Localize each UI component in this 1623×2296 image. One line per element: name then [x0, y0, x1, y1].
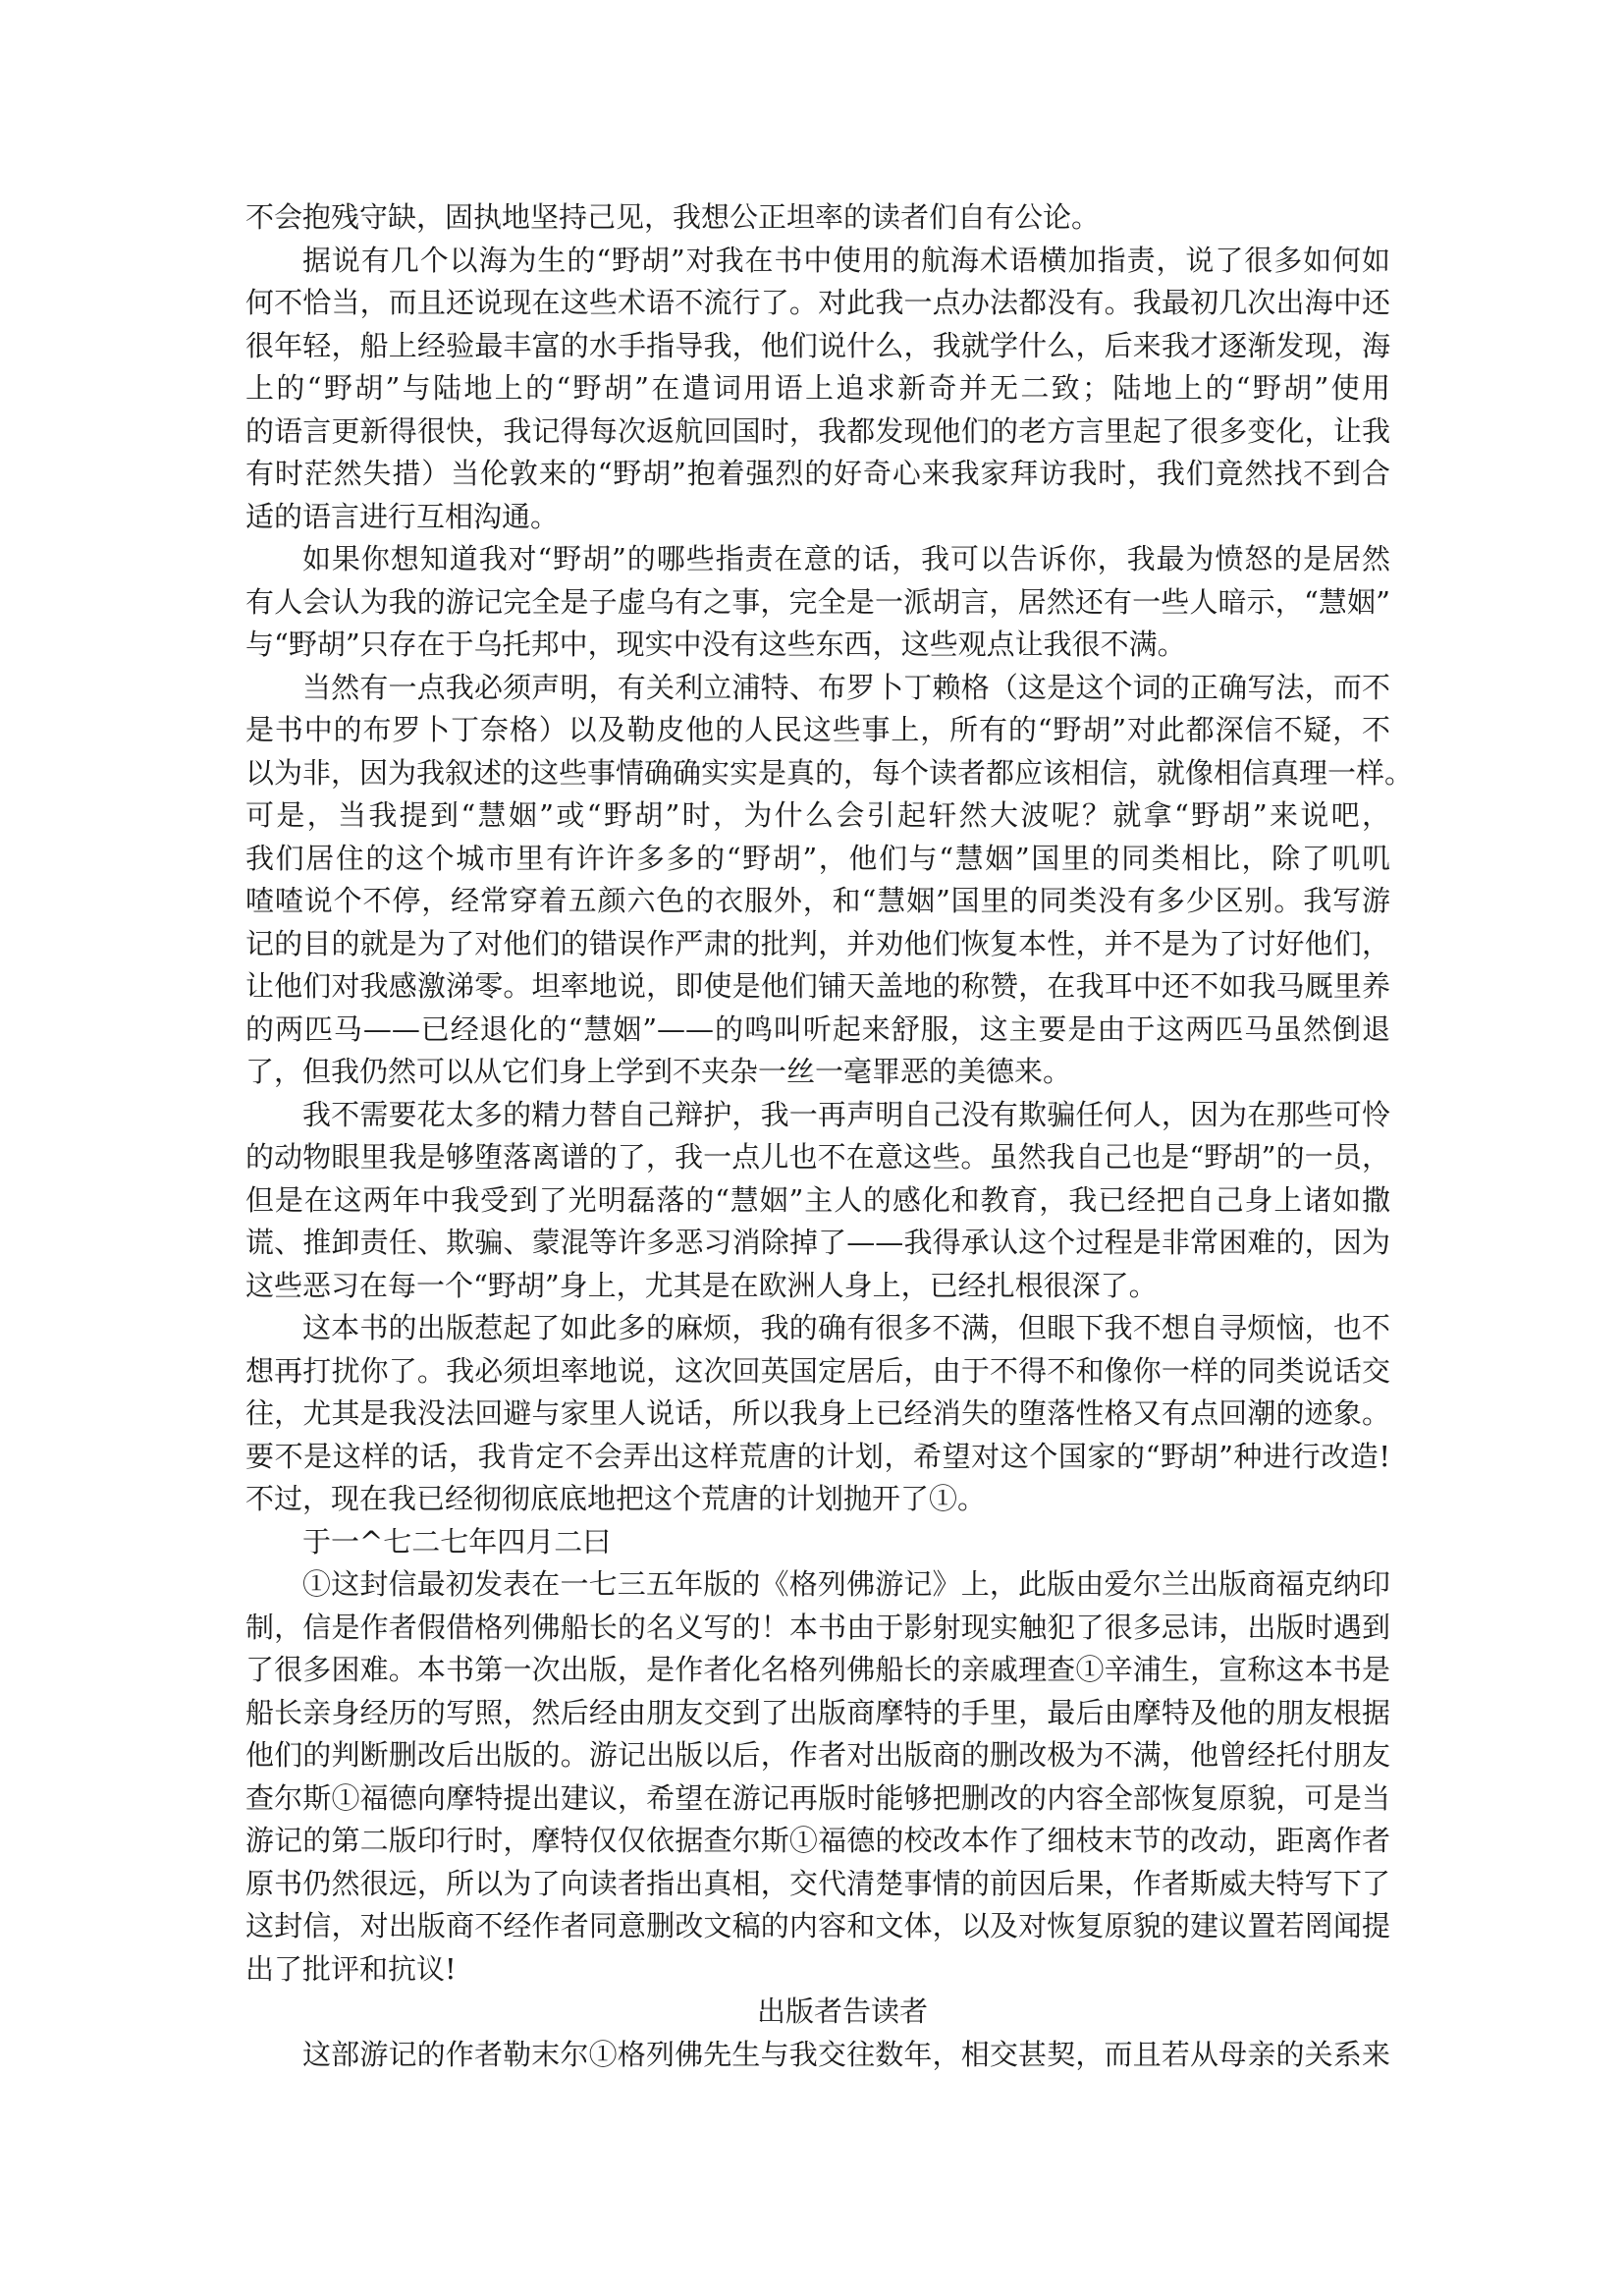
- text-line: 有时茫然失措）当伦敦来的“野胡”抱着强烈的好奇心来我家拜访我时，我们竟然找不到合: [245, 457, 1390, 490]
- text-line: 不过，现在我已经彻彻底底地把这个荒唐的计划抛开了①。: [245, 1482, 987, 1515]
- text-line: 的动物眼里我是够堕落离谱的了，我一点儿也不在意这些。虽然我自己也是“野胡”的一员，: [245, 1140, 1390, 1174]
- letter-date: [245, 1521, 1390, 1564]
- text-line: 出版者告读者: [756, 1995, 928, 2028]
- text-line: 但是在这两年中我受到了光明磊落的“慧姻”主人的感化和教育，我已经把自己身上诸如撒: [245, 1182, 1390, 1217]
- text-line: 是书中的布罗卜丁奈格）以及勒皮他的人民这些事上，所有的“野胡”对此都深信不疑，不: [245, 713, 1390, 746]
- text-line: 我们居住的这个城市里有许许多多的“野胡”，他们与“慧姻”国里的同类相比，除了叽叽: [245, 841, 1390, 875]
- text-line: 的两匹马——已经退化的“慧姻”——的鸣叫听起来舒服，这主要是由于这两匹马虽然倒退: [245, 1011, 1390, 1046]
- text-line: 记的目的就是为了对他们的错误作严肃的批判，并劝他们恢复本性，并不是为了讨好他们，: [245, 926, 1390, 960]
- document-page: [245, 196, 1414, 2076]
- text-line: 了很多困难。本书第一次出版，是作者化名格列佛船长的亲戚理查①辛浦生，宣称这本书是: [245, 1653, 1390, 1686]
- text-line: 查尔斯①福德向摩特提出建议，希望在游记再版时能够把删改的内容全部恢复原貌，可是当: [245, 1780, 1390, 1815]
- text-line: 据说有几个以海为生的“野胡”对我在书中使用的航海术语横加指责，说了很多如何如: [302, 243, 1390, 277]
- text-line: 要不是这样的话，我肯定不会弄出这样荒唐的计划，希望对这个国家的“野胡”种进行改造!: [245, 1439, 1390, 1473]
- text-line: 他们的判断删改后出版的。游记出版以后，作者对出版商的删改极为不满，他曾经托付朋友: [245, 1738, 1390, 1772]
- text-line: 游记的第二版印行时，摩特仅仅依据查尔斯①福德的校改本作了细枝末节的改动，距离作者: [245, 1824, 1390, 1857]
- text-line: 我不需要花太多的精力替自己辩护，我一再声明自己没有欺骗任何人，因为在那些可怜: [302, 1097, 1390, 1131]
- text-line: 不会抱残守缺，固执地坚持己见，我想公正坦率的读者们自有公论。: [245, 200, 1101, 234]
- text-line: 谎、推卸责任、欺骗、蒙混等许多恶习消除掉了——我得承认这个过程是非常困难的，因为: [245, 1226, 1390, 1259]
- text-line: 的语言更新得很快，我记得每次返航回国时，我都发现他们的老方言里起了很多变化，让我: [245, 413, 1390, 448]
- text-line: 往，尤其是我没法回避与家里人说话，所以我身上已经消失的堕落性格又有点回潮的迹象。: [245, 1396, 1390, 1430]
- text-line: 与“野胡”只存在于乌托邦中，现实中没有这些东西，这些观点让我很不满。: [245, 628, 1186, 661]
- paragraph: [245, 1094, 1390, 1308]
- text-line: 船长亲身经历的写照，然后经由朋友交到了出版商摩特的手里，最后由摩特及他的朋友根据: [245, 1695, 1390, 1729]
- text-line: 于一^七二七年四月二曰: [302, 1524, 612, 1558]
- text-line: 这部游记的作者勒末尔①格列佛先生与我交往数年，相交甚契，而且若从母亲的关系来: [302, 2037, 1390, 2071]
- paragraph: [245, 538, 1390, 667]
- section-heading: [245, 1991, 1390, 2034]
- text-line: 这封信，对出版商不经作者同意删改文稿的内容和文体，以及对恢复原貌的建议置若罔闻提: [245, 1909, 1390, 1942]
- text-line: 这些恶习在每一个“野胡”身上，尤其是在欧洲人身上，已经扎根很深了。: [245, 1268, 1158, 1302]
- text-line: 上的“野胡”与陆地上的“野胡”在遣词用语上追求新奇并无二致；陆地上的“野胡”使用: [245, 371, 1390, 405]
- paragraph: [245, 240, 1390, 539]
- paragraph: [245, 667, 1414, 1094]
- footnote: [245, 1563, 1390, 1991]
- paragraph: [245, 2034, 1390, 2077]
- text-line: 适的语言进行互相沟通。: [245, 499, 560, 533]
- text-line: 当然有一点我必须声明，有关利立浦特、布罗卜丁赖格（这是这个词的正确写法，而不: [302, 670, 1390, 704]
- text-line: 想再打扰你了。我必须坦率地说，这次回英国定居后，由于不得不和像你一样的同类说话交: [245, 1353, 1390, 1388]
- text-line: 可是，当我提到“慧姻”或“野胡”时，为什么会引起轩然大波呢？就拿“野胡”来说吧，: [245, 798, 1390, 832]
- text-line: 以为非，因为我叙述的这些事情确确实实是真的，每个读者都应该相信，就像相信真理一样。: [245, 755, 1414, 790]
- text-line: 喳喳说个不停，经常穿着五颜六色的衣服外，和“慧姻”国里的同类没有多少区别。我写游: [245, 884, 1390, 917]
- text-line: 很年轻，船上经验最丰富的水手指导我，他们说什么，我就学什么，后来我才逐渐发现，海: [245, 328, 1390, 362]
- paragraph: [245, 196, 1390, 240]
- text-line: 制，信是作者假借格列佛船长的名义写的！本书由于影射现实触犯了很多忌讳，出版时遇到: [245, 1610, 1390, 1644]
- text-line: 何不恰当，而且还说现在这些术语不流行了。对此我一点办法都没有。我最初几次出海中还: [245, 286, 1390, 319]
- text-line: ①这封信最初发表在一七三五年版的《格列佛游记》上，此版由爱尔兰出版商福克纳印: [302, 1567, 1390, 1601]
- text-line: 原书仍然很远，所以为了向读者指出真相，交代清楚事情的前因后果，作者斯威夫特写下了: [245, 1866, 1390, 1900]
- text-line: 有人会认为我的游记完全是子虚乌有之事，完全是一派胡言，居然还有一些人暗示，“慧姻”: [245, 584, 1390, 619]
- text-line: 如果你想知道我对“野胡”的哪些指责在意的话，我可以告诉你，我最为愤怒的是居然: [302, 542, 1390, 575]
- text-line: 这本书的出版惹起了如此多的麻烦，我的确有很多不满，但眼下我不想自寻烦恼，也不: [302, 1311, 1390, 1344]
- text-line: 出了批评和抗议!: [245, 1951, 457, 1986]
- text-line: 让他们对我感激涕零。坦率地说，即使是他们铺天盖地的称赞，在我耳中还不如我马厩里养: [245, 969, 1390, 1003]
- paragraph: [245, 1307, 1390, 1521]
- text-line: 了，但我仍然可以从它们身上学到不夹杂一丝一毫罪恶的美德来。: [245, 1055, 1072, 1088]
